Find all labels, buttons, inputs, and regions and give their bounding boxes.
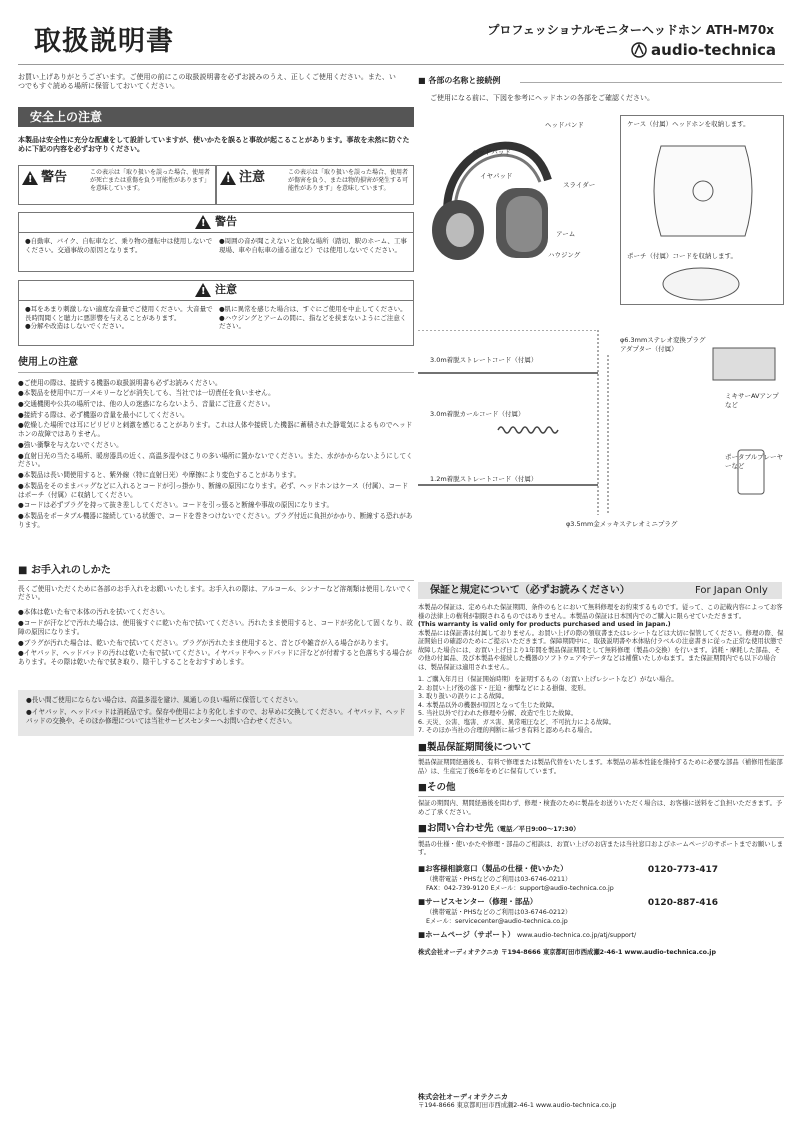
header-divider (18, 64, 784, 65)
usage-item: ●強い衝撃を与えないでください。 (18, 440, 123, 449)
warranty-list-item: 4. 本製品以外の機器が原因となって生じた故障。 (418, 701, 559, 709)
parts-title: ■ 各部の名称と接続例 (418, 76, 501, 85)
usage-item: ●ご使用の際は、接続する機器の取扱説明書も必ずお読みください。 (18, 378, 222, 387)
usage-item: ●コードは必ずプラグを持って抜き差ししてください。コードを引っ張ると断線や事故の原因になります。 (18, 501, 334, 510)
care-title-text: お手入れのしかた (30, 565, 111, 576)
caution-item: ●分解や改造はしないでください。 (25, 322, 129, 331)
safety-lead: 本製品は安全性に充分な配慮をして設計していますが、使いかたを誤ると事故が起こることがあります。事故を未然に防ぐために下記の内容を必ずお守りください。 (18, 136, 410, 154)
headphone-illustration (418, 110, 618, 270)
caution-legend-cell (216, 165, 414, 205)
after-divider (418, 755, 784, 756)
label-arm: アーム (556, 230, 576, 238)
warranty-list-item: 2. お買い上げ後の落下・圧迫・衝撃などによる損傷、変形。 (418, 684, 590, 692)
usage-item: ●交通機関や公共の場所では、他の人の迷惑にならないよう、音量にご注意ください。 (18, 399, 275, 408)
mixer-label: ミキサーAVアンプなど (725, 392, 779, 409)
label-slider: スライダー (563, 181, 596, 189)
warning-label: 警告 (41, 170, 68, 185)
warning-item: ●周囲の音が聞こえないと危険な場所（踏切、駅のホーム、工事現場、車や自転車の通る道など）では使用しないでください。 (219, 236, 407, 254)
caution-label: 注意 (239, 170, 266, 185)
care-item: ●プラグが汚れた場合は、乾いた布で拭いてください。プラグが汚れたまま使用すると、音とびや雑音が入る場合があります。 (18, 638, 393, 647)
caution-box-title: 注意 (215, 283, 237, 296)
desk-tel[interactable]: 0120-773-417 (647, 864, 718, 875)
warranty-text: 本製品には保証書は付属しておりません。お買い上げの際の領収書またはレシートなどは大切に保管してください。修理の際、保証開始日の確認のためにご提示いただきます。保障期間中に、取扱説明書や本体貼付ラベルの注意書きに従った正常な使用状態で故障した場合には、お買い上げ日より1年間を製品保証期間として無料修理（製品の交換）を行います。消耗・摩耗した部品、その他の付属品、及び本製品や接続した機器のソフトウェアやデータなどは補償いたしかねます。また保証期間内でも以下の場合は、製品保証は適用されません。 (418, 629, 784, 671)
home-title: ■ホームページ（サポート） (418, 930, 515, 940)
cord-label-straight-3m: 3.0m着脱ストレートコード（付属） (430, 356, 538, 364)
caution-item: ●肌に異常を感じた場合は、すぐにご使用を中止してください。 (219, 304, 407, 313)
footer (418, 1093, 616, 1111)
desk-title: ■お客様相談窓口（製品の仕様・使いかた） (418, 863, 568, 873)
warranty-body (418, 604, 784, 957)
warranty-title: 保証と規定について（必ずお読みください） (430, 585, 630, 596)
document-title: 取扱説明書 (34, 26, 174, 57)
care-section (18, 564, 414, 669)
contact-title: ■お問い合わせ先 (418, 823, 494, 835)
warranty-list-item: 5. 当社以外で行われた修理や分解、改造で生じた故障。 (418, 710, 578, 717)
safety-section-bar: 安全上の注意 (18, 107, 414, 127)
caution-box-head (19, 281, 413, 301)
home-url[interactable]: www.audio-technica.co.jp/atj/support/ (516, 932, 637, 940)
company-line: 株式会社オーディオテクニカ 〒194-8666 東京都町田市西成瀬2-46-1 www.audio-technica.co.jp (418, 948, 716, 956)
miniplug-label: φ3.5mm金メッキステレオミニプラグ (566, 520, 678, 528)
pouch-label: ポーチ（付属）コードを収納します。 (627, 252, 737, 260)
contact-text: 製品の仕様・使いかたや修理・部品のご相談は、お買い上げのお店または当社窓口およびホームページのサポートまでお願いします。 (418, 840, 784, 857)
caution-item: ●耳をあまり刺激しない適度な音量でご使用ください。大音量で長時間聞くと聴力に悪影響を与えることがあります。 (25, 304, 213, 322)
after-text: 製品保証期間経過後も、有料で修理または製品代替をいたします。本製品の基本性能を維持するために必要な部品（補修用性能部品）は、生産完了後6年をめどに保有しています。 (418, 759, 783, 775)
contact-title-row (418, 823, 784, 836)
case-label: ケース（付属）ヘッドホンを収納します。 (627, 120, 750, 128)
adapter-label: φ6.3mmステレオ変換プラグアダプター（付属） (620, 336, 706, 353)
case-illustration (641, 136, 765, 246)
warning-box (18, 212, 414, 272)
usage-list (18, 379, 414, 530)
parts-divider (520, 82, 782, 83)
contact-divider (418, 837, 784, 838)
usage-item: ●本製品をそのままバッグなどに入れるとコードが引っ掛かり、断線の原因になります。必ず、ヘッドホンはケース（付属）、コードはポーチ（付属）に収納してください。 (18, 481, 409, 499)
brand-name: audio-technica (651, 41, 776, 59)
warranty-list-item: 6. 天災、公害、塩害、ガス害、異常電圧など、不可抗力による故障。 (418, 718, 615, 726)
brand-logo-icon (631, 42, 647, 58)
after-title: ■製品保証期間後について (418, 741, 532, 753)
japan-only-label: For Japan Only (695, 585, 768, 596)
usage-item: ●本製品は長い間使用すると、紫外線（特に直射日光）や摩擦により変色することがあります。 (18, 471, 301, 480)
usage-item: ●本製品をポータブル機器に接続している状態で、コードを巻きつけないでください。プラグ付近に負担がかかり、断線する恐れがあります。 (18, 512, 413, 529)
warranty-text: 本製品の保証は、定められた保証期間、条件のもとにおいて無料修理をお約束するものです。従って、この記載内容によってお客様の法律上の権利が制限されるものではありません。本製品の保証は日本国内でのご購入に限らせていただきます。 (418, 604, 783, 620)
warning-box-title: 警告 (215, 215, 237, 228)
care-item: ●イヤパッド、ヘッドパッドの汚れは乾いた布で拭いてください。イヤパッドやヘッドパッドに汗などが付着すると色落ちする場合があります。その際は乾いた布で拭き取り、陰干しすることをおすすめします。 (18, 649, 412, 667)
care-lead: 長くご使用いただくために各部のお手入れをお願いいたします。お手入れの際は、アルコール、シンナーなど溶剤類は使用しないでください。 (18, 584, 413, 602)
other-text: 保証の期間内、期間経過後を問わず、修理・検査のために製品をお送りいただく場合は、お客様に送料をご負担いただきます。予めご了承ください。 (418, 800, 783, 816)
care-divider (18, 580, 414, 581)
care-item: ●本体は乾いた布で本体の汚れを拭いてください。 (18, 608, 169, 617)
svc-sub: （携帯電話・PHSなどのご利用は03-6746-0212） (426, 909, 572, 917)
warning-description: この表示は「取り扱いを誤った場合、使用者が死亡または重傷を負う可能性があります」を意味しています。 (90, 169, 211, 193)
warranty-list (418, 676, 784, 736)
other-divider (418, 796, 784, 797)
cord-label-curl-3m: 3.0m着脱カールコード（付属） (430, 410, 525, 418)
warranty-list-item: 7. そのほか当社の合理的判断に基づき有料と認められる場合。 (418, 727, 597, 734)
usage-title: 使用上の注意 (18, 357, 78, 368)
usage-item: ●乾燥した場所では耳にピリピリと刺激を感じることがあります。これは人体や接続した機器に蓄積された静電気によるものでヘッドホンの故障ではありません。 (18, 421, 413, 439)
svc-tel[interactable]: 0120-887-416 (647, 898, 718, 909)
care-title: ■ お手入れのしかた (18, 565, 111, 576)
caution-box-icon (195, 283, 211, 297)
warranty-list-item: 1. ご購入年月日（保証開始時期）を証明するもの（お買い上げレシートなど）がない場合。 (418, 676, 678, 683)
label-earpad: イヤパッド (480, 172, 513, 180)
model-name: プロフェッショナルモニターヘッドホン ATH-M70x (487, 23, 774, 37)
accessory-box (620, 115, 784, 305)
pouch-illustration (661, 266, 741, 302)
caution-description: この表示は「取り扱いを誤った場合、使用者が傷害を負う、または物的損害が発生する可能性があります」を意味しています。 (288, 169, 409, 193)
usage-item: ●直射日光の当たる場所、暖房器具の近く、高温多湿やほこりの多い場所に置かないでください。また、水がかからないようにしてください。 (18, 451, 413, 469)
care-item: ●コードが汗などで汚れた場合は、使用後すぐに乾いた布で拭いてください。汚れたまま使用すると、コードが劣化して固くなり、故障の原因になります。 (18, 618, 413, 636)
care-list (18, 608, 414, 667)
warning-item: ●自動車、バイク、自転車など、乗り物の運転中は使用しないでください。交通事故の原因となります。 (25, 236, 213, 254)
other-title: ■その他 (418, 782, 456, 794)
label-housing: ハウジング (548, 251, 581, 259)
caution-item: ●ハウジングとアームの間に、指などを挟まないようにご注意ください。 (219, 313, 407, 331)
footer-address: 〒194-8666 東京都町田市西成瀬2-46-1 www.audio-technica.co.jp (418, 1102, 617, 1110)
usage-divider (18, 372, 414, 373)
warning-icon (22, 171, 38, 185)
usage-item: ●本製品を使用中に万一メモリーなどが消失しても、当社では一切責任を負いません。 (18, 389, 275, 398)
desk-fax: FAX：042-739-9120 Eメール：support@audio-technica.co.jp (426, 884, 614, 892)
brand-logo (631, 40, 776, 60)
cord-label-straight-1m: 1.2m着脱ストレートコード（付属） (430, 475, 538, 483)
caution-box (18, 280, 414, 346)
warranty-list-item: 3. 取り扱いの誤りによる故障。 (418, 693, 508, 700)
warning-legend-cell (18, 165, 216, 205)
parts-title-text: 各部の名称と接続例 (428, 76, 501, 85)
caution-icon (220, 171, 236, 185)
footer-company: 株式会社オーディオテクニカ (418, 1093, 509, 1101)
intro-text: お買い上げありがとうございます。ご使用の前にこの取扱説明書を必ずお読みのうえ、正しくご使用ください。また、いつでもすぐ読める場所に保管しておいてください。 (18, 73, 396, 91)
label-headband: ヘッドバンド (545, 121, 584, 129)
usage-item: ●接続する際は、必ず機器の音量を最小にしてください。 (18, 410, 189, 419)
warranty-english: (This warranty is valid only for products purchased and used in Japan.) (418, 621, 671, 628)
desk-sub: （携帯電話・PHSなどのご利用は03-6746-0211） (426, 876, 572, 884)
care-note: ●長い間ご使用にならない場合は、高温多湿を避け、風通しの良い場所に保管してください。 (26, 696, 302, 704)
warning-box-head (19, 213, 413, 233)
svc-title: ■サービスセンター（修理・部品） (418, 897, 538, 907)
care-note-box (18, 690, 414, 736)
care-note: ●イヤパッド、ヘッドパッドは消耗品です。保存や使用により劣化しますので、お早めに交換してください。イヤパッド、ヘッドパッドの交換や、そのほか修理については当社サービスセンターへお問い合わせください。 (26, 707, 406, 725)
warning-legend (18, 165, 414, 205)
warning-box-icon (195, 215, 211, 229)
portable-label: ポータブルプレーヤーなど (725, 453, 783, 470)
contact-hours: （電話／平日9:00〜17:30） (493, 826, 580, 834)
parts-subtitle: ご使用になる前に、下図を参考にヘッドホンの各部をご確認ください。 (430, 94, 654, 102)
usage-section (18, 356, 414, 532)
label-headpad: ヘッドパッド (472, 148, 511, 156)
svc-mail: Eメール：servicecenter@audio-technica.co.jp (426, 917, 568, 925)
